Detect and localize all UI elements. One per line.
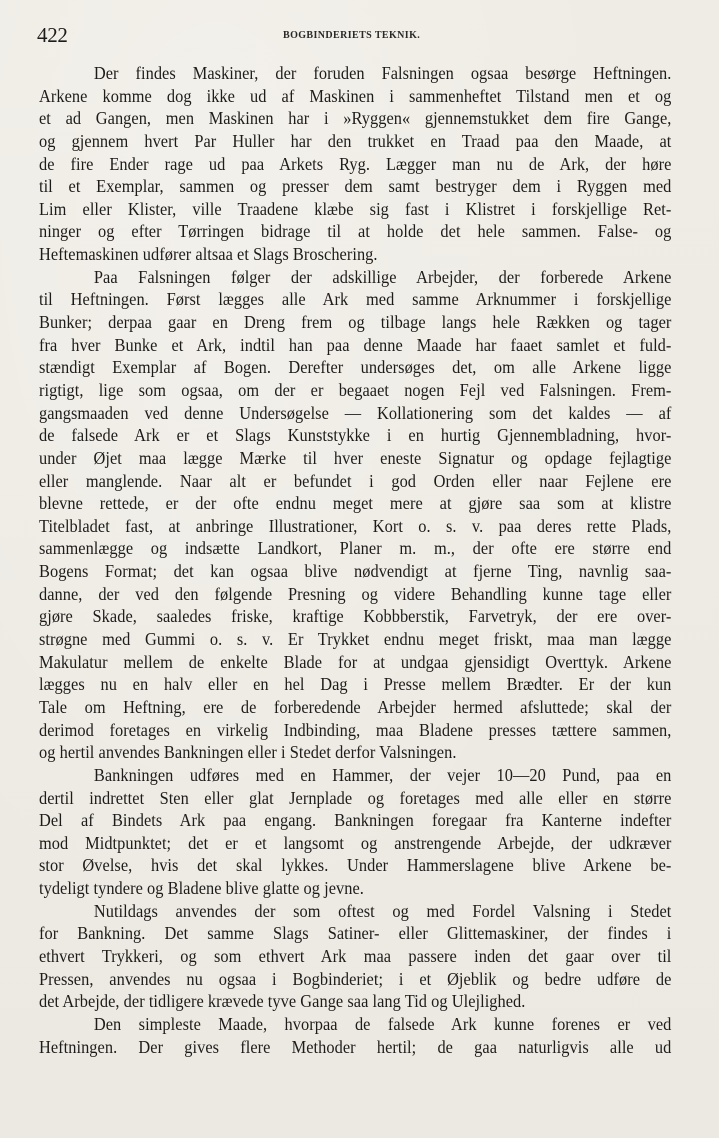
text-line: stændigt Exemplar af Bogen. Derefter undersøges det, om alle Arkene ligge xyxy=(39,357,672,378)
text-line: tydeligt tyndere og Bladene blive glatte og jevne. xyxy=(39,878,364,899)
text-line: Tale om Heftning, ere de forberedende Arbejder hermed afsluttede; skal der xyxy=(39,696,672,717)
text-line: og gjennem hvert Par Huller har den trukket en Traad paa den Maade, at xyxy=(39,130,672,151)
text-line: Den simpleste Maade, hvorpaa de falsede Ark kunne forenes er ved xyxy=(93,1013,672,1034)
text-line: blevne rettede, er der ofte endnu meget mere at gjøre saa som at klistre xyxy=(39,493,672,514)
text-line: mod Midtpunktet; det er et langsomt og anstrengende Arbejde, der udkræver xyxy=(39,832,672,853)
text-line: derimod foretages en virkelig Indbinding, maa Bladene presses tættere sammen, xyxy=(39,719,672,740)
text-line: Bankningen udføres med en Hammer, der vejer 10—20 Pund, paa en xyxy=(93,764,672,785)
text-line: lægges nu en halv eller en hel Dag i Presse mellem Brædter. Er der kun xyxy=(39,674,672,695)
running-title: BOGBINDERIETS TEKNIK. xyxy=(283,30,421,41)
text-line: og hertil anvendes Bankningen eller i Stedet derfor Valsningen. xyxy=(39,742,457,763)
text-line: rigtigt, lige som ogsaa, om der er begaaet nogen Fejl ved Falsningen. Frem- xyxy=(39,379,672,400)
text-line: Nutildags anvendes der som oftest og med Fordel Valsning i Stedet xyxy=(93,900,672,921)
page-number: 422 xyxy=(37,23,68,47)
text-line: stor Øvelse, hvis det skal lykkes. Under Hammerslagene blive Arkene be- xyxy=(39,855,672,876)
text-line: til Heftningen. Først lægges alle Ark med samme Arknummer i forskjellige xyxy=(39,289,672,310)
text-line: ethvert Trykkeri, og som ethvert Ark maa passere inden det gaar over til xyxy=(39,945,672,966)
text-line: det Arbejde, der tidligere krævede tyve Gange saa lang Tid og Ulejlighed. xyxy=(39,991,526,1012)
text-line: gjøre Skade, saaledes friske, kraftige Kobbberstik, Farvetryk, der ere over- xyxy=(39,606,672,627)
text-line: gangsmaaden ved denne Undersøgelse — Kollationering som det kaldes — af xyxy=(39,402,672,423)
text-line: de falsede Ark er et Slags Kunststykke i en hurtig Gjennembladning, hvor- xyxy=(39,425,672,446)
text-line: for Bankning. Det samme Slags Satiner- eller Glittemaskiner, der findes i xyxy=(39,923,672,944)
text-line: eller manglende. Naar alt er befundet i god Orden eller naar Fejlene ere xyxy=(39,470,672,491)
body-text xyxy=(39,62,672,1058)
text-line: Titelbladet fast, at anbringe Illustrationer, Kort o. s. v. paa deres rette Plads, xyxy=(39,515,672,536)
text-line: et ad Gangen, men Maskinen har i »Ryggen« gjennemstukket dem fire Gange, xyxy=(39,108,672,129)
text-line: Bunker; derpaa gaar en Dreng frem og tilbage langs hele Rækken og tager xyxy=(39,312,672,333)
text-line: de fire Ender rage ud paa Arkets Ryg. Lægger man nu de Ark, der høre xyxy=(39,153,672,174)
text-line: Arkene komme dog ikke ud af Maskinen i sammenheftet Tilstand men et og xyxy=(39,85,672,106)
text-line: Lim eller Klister, ville Traadene klæbe sig fast i Klistret i forskjellige Ret- xyxy=(39,198,672,219)
text-line: fra hver Bunke et Ark, indtil han paa denne Maade har faaet samlet et fuld- xyxy=(39,334,672,355)
text-line: Bogens Format; det kan ogsaa blive nødvendigt at fjerne Ting, navnlig saa- xyxy=(39,561,672,582)
text-line: til et Exemplar, sammen og presser dem samt bestryger dem i Ryggen med xyxy=(39,176,672,197)
text-line: sammenlægge og indsætte Landkort, Planer m. m., der ofte ere større end xyxy=(39,538,672,559)
text-line: Heftemaskinen udfører altsaa et Slags Broschering. xyxy=(39,244,378,265)
text-line: danne, der ved den følgende Presning og videre Behandling kunne tage eller xyxy=(39,583,672,604)
text-line: under Øjet maa lægge Mærke til hver eneste Signatur og opdage fejlagtige xyxy=(39,447,672,468)
text-line: ninger og efter Tørringen bidrage til at holde det hele sammen. False- og xyxy=(39,221,672,242)
text-line: Paa Falsningen følger der adskillige Arbejder, der forberede Arkene xyxy=(93,266,672,287)
text-line: Pressen, anvendes nu ogsaa i Bogbinderiet; i et Øjeblik og bedre udføre de xyxy=(39,968,672,989)
text-line: strøgne med Gummi o. s. v. Er Trykket endnu meget friskt, maa man lægge xyxy=(39,629,672,650)
text-line: Der findes Maskiner, der foruden Falsningen ogsaa besørge Heftningen. xyxy=(93,63,672,83)
running-head xyxy=(37,22,673,48)
text-line: Del af Bindets Ark paa engang. Bankningen foregaar fra Kanterne indefter xyxy=(39,810,672,831)
text-line: Heftningen. Der gives flere Methoder hertil; de gaa naturligvis alle ud xyxy=(39,1036,672,1057)
text-line: Makulatur mellem de enkelte Blade for at undgaa gjensidigt Overttyk. Arkene xyxy=(39,651,672,672)
text-line: dertil indrettet Sten eller glat Jernplade og foretages med alle eller en større xyxy=(39,787,672,808)
